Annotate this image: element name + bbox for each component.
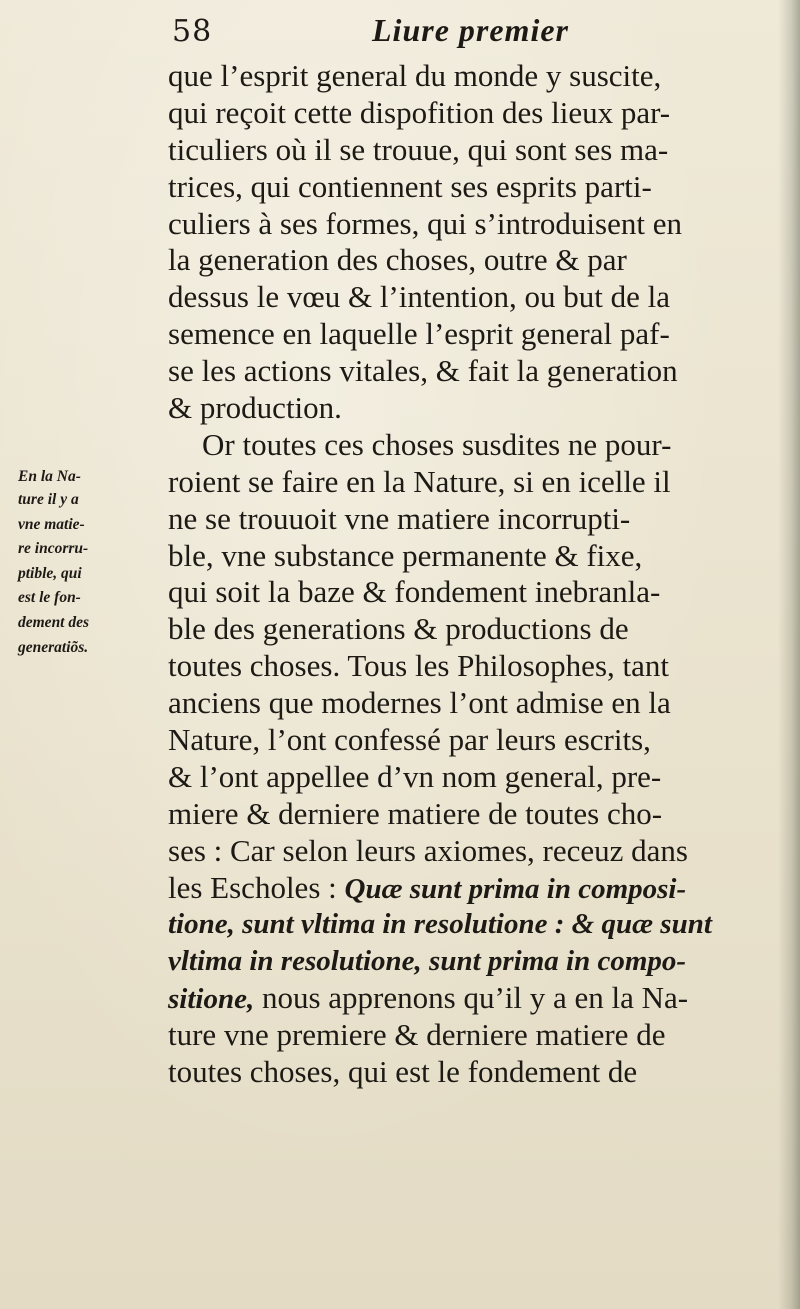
margin-note xyxy=(18,466,168,660)
text-line: ble, vne substance permanente & fixe, xyxy=(168,537,643,573)
page-edge-shadow xyxy=(778,0,800,1309)
margin-note-line: vne matie- xyxy=(18,515,85,533)
latin-quote: sitione, xyxy=(168,983,255,1016)
running-title: Liure premier xyxy=(372,12,569,48)
text-line: & production. xyxy=(168,390,342,426)
text-line: dessus le vœu & l’intention, ou but de la xyxy=(168,279,670,315)
text-line: semence en laquelle l’esprit general paf- xyxy=(168,316,670,352)
text-line: la generation des choses, outre & par xyxy=(168,242,627,278)
text-line: culiers à ses formes, qui s’introduisent en xyxy=(168,205,682,241)
margin-note-line: ptible, qui xyxy=(18,564,82,582)
page-header xyxy=(172,12,732,52)
text-line: qui soit la baze & fondement inebranla- xyxy=(168,574,661,610)
text-line: miere & derniere matiere de toutes cho- xyxy=(168,795,663,831)
margin-note-line: dement des xyxy=(18,613,90,631)
text-segment: nous apprenons qu’il y a en la Na- xyxy=(261,980,689,1016)
text-line: ticuliers où il se trouue, qui sont ses ma- xyxy=(168,131,669,167)
latin-quote-line: vltima in resolutione, sunt prima in compo- xyxy=(168,945,687,978)
paragraph-start-line: Or toutes ces choses susdites ne pour- xyxy=(202,426,672,462)
margin-note-line: re incorru- xyxy=(18,540,89,558)
latin-quote-line: tione, sunt vltima in resolutione : & quæ sunt xyxy=(168,908,712,941)
text-segment: les Escholes : xyxy=(168,869,337,905)
text-line: toutes choses, qui est le fondement de xyxy=(168,1054,638,1090)
text-line: ne se trouuoit vne matiere incorrupti- xyxy=(168,500,631,536)
text-line: roient se faire en la Nature, si en icelle il xyxy=(168,463,671,499)
text-line: trices, qui contiennent ses esprits parti- xyxy=(168,168,652,204)
page-number: 58 xyxy=(172,14,213,49)
text-line: Nature, l’ont confessé par leurs escrits, xyxy=(168,722,651,758)
text-line: anciens que modernes l’ont admise en la xyxy=(168,685,671,721)
text-line: se les actions vitales, & fait la generation xyxy=(168,353,678,389)
body-text xyxy=(168,58,773,1091)
text-line xyxy=(168,980,773,1017)
margin-note-line: En la Na- xyxy=(18,468,81,485)
text-line: ture vne premiere & derniere matiere de xyxy=(168,1017,666,1053)
text-line: & l’ont appellee d’vn nom general, pre- xyxy=(168,758,662,794)
margin-note-line: generatiõs. xyxy=(18,638,89,656)
text-line: toutes choses. Tous les Philosophes, tant xyxy=(168,648,669,684)
text-line: ble des generations & productions de xyxy=(168,611,629,647)
latin-quote: Quæ sunt prima in composi- xyxy=(344,872,687,905)
text-line: que l’esprit general du monde y suscite, xyxy=(168,58,662,93)
margin-note-line: ture il y a xyxy=(18,491,79,508)
text-line: ses : Car selon leurs axiomes, receuz dans xyxy=(168,832,688,868)
text-line xyxy=(168,870,773,907)
text-line: qui reçoit cette dispofition des lieux par- xyxy=(168,94,671,130)
margin-note-line: est le fon- xyxy=(18,589,81,607)
